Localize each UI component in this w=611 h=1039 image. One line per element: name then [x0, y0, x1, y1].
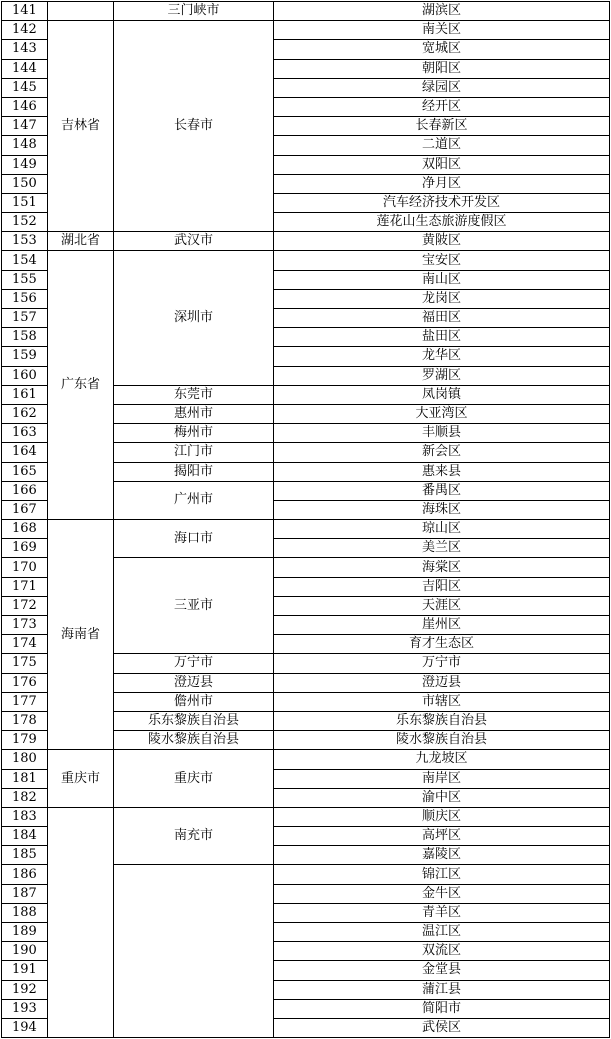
row-number: 170 — [2, 558, 48, 577]
row-number: 143 — [2, 40, 48, 59]
row-number: 145 — [2, 78, 48, 97]
district-cell: 湖滨区 — [274, 2, 610, 21]
row-number: 148 — [2, 136, 48, 155]
city-cell: 澄迈县 — [114, 673, 274, 692]
district-cell: 青羊区 — [274, 903, 610, 922]
row-number: 171 — [2, 577, 48, 596]
city-cell: 乐东黎族自治县 — [114, 711, 274, 730]
district-cell: 乐东黎族自治县 — [274, 711, 610, 730]
row-number: 172 — [2, 596, 48, 615]
row-number: 179 — [2, 731, 48, 750]
city-cell: 揭阳市 — [114, 462, 274, 481]
district-cell: 蒲江县 — [274, 980, 610, 999]
district-cell: 金牛区 — [274, 884, 610, 903]
district-cell: 美兰区 — [274, 539, 610, 558]
city-cell: 深圳市 — [114, 251, 274, 385]
row-number: 175 — [2, 654, 48, 673]
district-cell: 双流区 — [274, 942, 610, 961]
district-cell: 罗湖区 — [274, 366, 610, 385]
district-cell: 南关区 — [274, 21, 610, 40]
row-number: 158 — [2, 328, 48, 347]
row-number: 164 — [2, 443, 48, 462]
row-number: 189 — [2, 923, 48, 942]
city-cell: 梅州市 — [114, 424, 274, 443]
row-number: 162 — [2, 404, 48, 423]
row-number: 193 — [2, 999, 48, 1018]
district-cell: 新会区 — [274, 443, 610, 462]
district-cell: 吉阳区 — [274, 577, 610, 596]
district-cell: 宝安区 — [274, 251, 610, 270]
district-cell: 高坪区 — [274, 827, 610, 846]
row-number: 152 — [2, 213, 48, 232]
row-number: 144 — [2, 59, 48, 78]
district-cell: 万宁市 — [274, 654, 610, 673]
district-cell: 温江区 — [274, 923, 610, 942]
province-cell: 吉林省 — [48, 21, 114, 232]
row-number: 157 — [2, 309, 48, 328]
city-cell: 三门峡市 — [114, 2, 274, 21]
table-row — [2, 807, 610, 826]
district-cell: 盐田区 — [274, 328, 610, 347]
district-cell: 南岸区 — [274, 769, 610, 788]
city-cell: 东莞市 — [114, 385, 274, 404]
city-cell: 三亚市 — [114, 558, 274, 654]
district-cell: 崖州区 — [274, 616, 610, 635]
row-number: 161 — [2, 385, 48, 404]
row-number: 181 — [2, 769, 48, 788]
region-table-body — [2, 2, 610, 1038]
district-cell: 龙华区 — [274, 347, 610, 366]
row-number: 190 — [2, 942, 48, 961]
city-cell: 惠州市 — [114, 404, 274, 423]
table-row — [2, 251, 610, 270]
district-cell: 莲花山生态旅游度假区 — [274, 213, 610, 232]
row-number: 151 — [2, 193, 48, 212]
row-number: 174 — [2, 635, 48, 654]
district-cell: 长春新区 — [274, 117, 610, 136]
row-number: 192 — [2, 980, 48, 999]
district-cell: 二道区 — [274, 136, 610, 155]
row-number: 141 — [2, 2, 48, 21]
row-number: 166 — [2, 481, 48, 500]
district-cell: 简阳市 — [274, 999, 610, 1018]
row-number: 194 — [2, 1018, 48, 1037]
row-number: 173 — [2, 616, 48, 635]
district-cell: 澄迈县 — [274, 673, 610, 692]
district-cell: 经开区 — [274, 97, 610, 116]
row-number: 155 — [2, 270, 48, 289]
district-cell: 龙岗区 — [274, 289, 610, 308]
province-cell: 湖北省 — [48, 232, 114, 251]
district-cell: 凤岗镇 — [274, 385, 610, 404]
district-cell: 琼山区 — [274, 520, 610, 539]
row-number: 182 — [2, 788, 48, 807]
district-cell: 市辖区 — [274, 692, 610, 711]
row-number: 142 — [2, 21, 48, 40]
row-number: 168 — [2, 520, 48, 539]
district-cell: 金堂县 — [274, 961, 610, 980]
district-cell: 净月区 — [274, 174, 610, 193]
row-number: 183 — [2, 807, 48, 826]
row-number: 184 — [2, 827, 48, 846]
row-number: 178 — [2, 711, 48, 730]
row-number: 180 — [2, 750, 48, 769]
district-cell: 嘉陵区 — [274, 846, 610, 865]
row-number: 147 — [2, 117, 48, 136]
province-cell: 海南省 — [48, 520, 114, 750]
district-cell: 丰顺县 — [274, 424, 610, 443]
row-number: 188 — [2, 903, 48, 922]
district-cell: 九龙坡区 — [274, 750, 610, 769]
province-cell — [48, 2, 114, 21]
district-cell: 宽城区 — [274, 40, 610, 59]
city-cell: 万宁市 — [114, 654, 274, 673]
region-table — [1, 1, 610, 1038]
row-number: 185 — [2, 846, 48, 865]
district-cell: 育才生态区 — [274, 635, 610, 654]
row-number: 146 — [2, 97, 48, 116]
district-cell: 海珠区 — [274, 500, 610, 519]
city-cell: 江门市 — [114, 443, 274, 462]
row-number: 187 — [2, 884, 48, 903]
row-number: 167 — [2, 500, 48, 519]
district-cell: 海棠区 — [274, 558, 610, 577]
table-row — [2, 750, 610, 769]
district-cell: 大亚湾区 — [274, 404, 610, 423]
province-cell: 重庆市 — [48, 750, 114, 808]
district-cell: 绿园区 — [274, 78, 610, 97]
city-cell: 重庆市 — [114, 750, 274, 808]
row-number: 156 — [2, 289, 48, 308]
district-cell: 南山区 — [274, 270, 610, 289]
row-number: 191 — [2, 961, 48, 980]
row-number: 160 — [2, 366, 48, 385]
district-cell: 渝中区 — [274, 788, 610, 807]
district-cell: 天涯区 — [274, 596, 610, 615]
district-cell: 汽车经济技术开发区 — [274, 193, 610, 212]
city-cell — [114, 865, 274, 1038]
district-cell: 朝阳区 — [274, 59, 610, 78]
province-cell: 广东省 — [48, 251, 114, 520]
row-number: 177 — [2, 692, 48, 711]
table-row — [2, 232, 610, 251]
district-cell: 番禺区 — [274, 481, 610, 500]
row-number: 154 — [2, 251, 48, 270]
district-cell: 福田区 — [274, 309, 610, 328]
district-cell: 黄陂区 — [274, 232, 610, 251]
city-cell: 南充市 — [114, 807, 274, 865]
row-number: 149 — [2, 155, 48, 174]
province-cell — [48, 807, 114, 1037]
row-number: 176 — [2, 673, 48, 692]
row-number: 169 — [2, 539, 48, 558]
row-number: 165 — [2, 462, 48, 481]
row-number: 153 — [2, 232, 48, 251]
district-cell: 武侯区 — [274, 1018, 610, 1037]
district-cell: 锦江区 — [274, 865, 610, 884]
row-number: 159 — [2, 347, 48, 366]
city-cell: 海口市 — [114, 520, 274, 558]
city-cell: 陵水黎族自治县 — [114, 731, 274, 750]
city-cell: 武汉市 — [114, 232, 274, 251]
city-cell: 儋州市 — [114, 692, 274, 711]
table-row — [2, 21, 610, 40]
table-row — [2, 520, 610, 539]
row-number: 163 — [2, 424, 48, 443]
district-cell: 陵水黎族自治县 — [274, 731, 610, 750]
table-row — [2, 2, 610, 21]
district-cell: 惠来县 — [274, 462, 610, 481]
row-number: 150 — [2, 174, 48, 193]
district-cell: 双阳区 — [274, 155, 610, 174]
city-cell: 长春市 — [114, 21, 274, 232]
city-cell: 广州市 — [114, 481, 274, 519]
row-number: 186 — [2, 865, 48, 884]
district-cell: 顺庆区 — [274, 807, 610, 826]
